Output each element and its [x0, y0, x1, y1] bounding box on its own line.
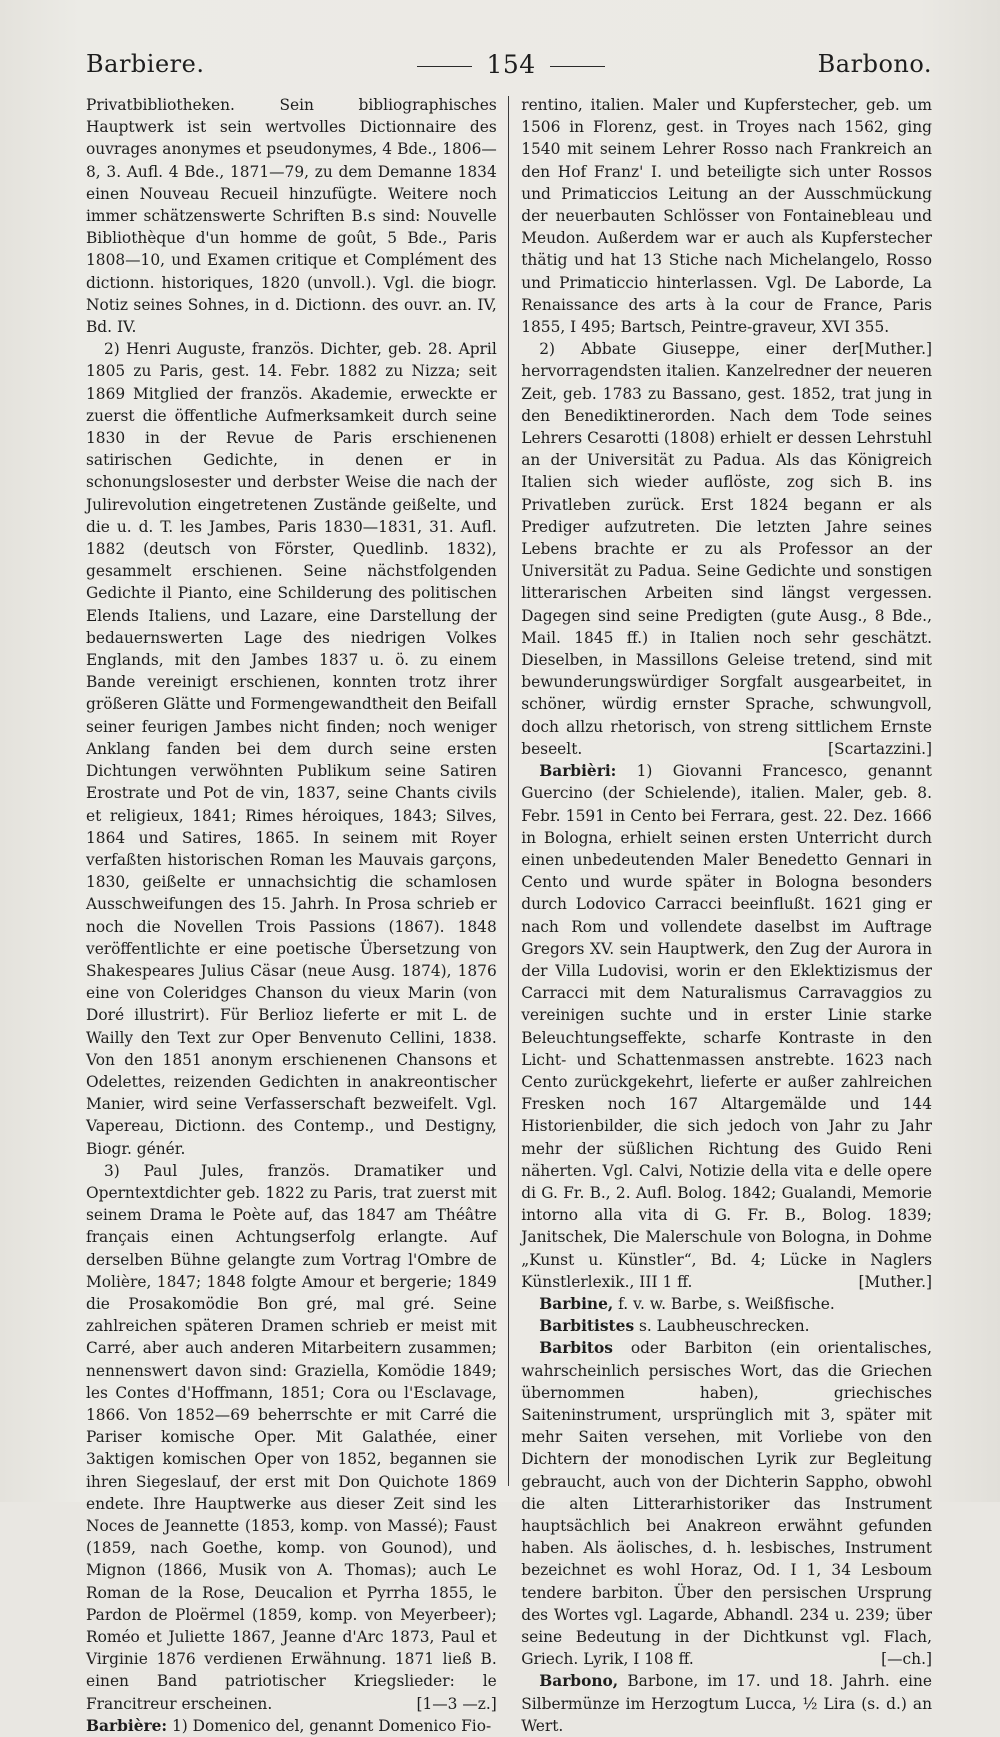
entry-paragraph: [521, 94, 932, 359]
paragraph-text: 1) Domenico del, genannt Domenico Fio-: [167, 1716, 492, 1735]
left-column: [86, 94, 508, 1737]
paragraph-text: 1) Giovanni Francesco, genannt Guercino (der Schielende), italien. Maler, geb. 8. Febr. 1591 in Cento bei Ferrara, gest. 22. Dez. 1666 in Bologna, erhielt seinen ersten Unterricht durch einen unbedeutenden Maler Benedetto Gennari in Cento und wurde später in Bologna besonders durch Lodovico Carracci beeinflußt. 1621 ging er nach Rom und vollendete daselbst im Auftrage Gregors XV. sein Hauptwerk, den Zug der Aurora in der Villa Ludovisi, worin er den Eklektizismus der Carracci mit dem Naturalismus Carravaggios zu vereinigen suchte und in erster Linie starke Beleuchtungseffekte, scharfe Kontraste in den Licht- und Schattenmassen anstrebte. 1623 nach Cento zurückgekehrt, lieferte er außer zahlreichen Fresken noch 167 Altargemälde und 144 Historienbilder, die sich jedoch von Jahr zu Jahr mehr der süßlichen Richtung des Guido Reni näherten. Vgl. Calvi, Notizie della vita e delle opere di G. Fr. B., 2. Aufl. Bolog. 1842; Gualandi, Memorie intorno alla vita di G. Fr. B., Bolog. 1839; Janitschek, Die Malerschule von Bologna, in Dohme „Kunst u. Künstler“, Bd. 4; Lücke in Naglers Künstlerlexik., III 1 ff.: [521, 762, 932, 1291]
paragraph-text: Barbone, im 17. und 18. Jahrh. eine Silbermünze im Herzogtum Lucca, ½ Lira (s. d.) an Wert.: [521, 1672, 932, 1735]
entry-headword: Barbine,: [539, 1294, 614, 1313]
entry-paragraph: [86, 1715, 497, 1737]
paragraph-text: oder Barbiton (ein orientalisches, wahrscheinlich persisches Wort, das die Griechen übernommen haben), griechisches Saiteninstrument, ursprünglich mit 3, später mit mehr Saiten versehen, mit Vorliebe von den Dichtern der monodischen Lyrik zur Begleitung gebraucht, auch von der Dichterin Sappho, obwohl die alten Litterarhistoriker das Instrument hauptsächlich bei Anakreon erwähnt gefunden haben. Als äolisches, d. h. lesbisches, Instrument bezeichnet es wohl Horaz, Od. I 1, 34 Lesboum tendere barbiton. Über den persischen Ursprung des Wortes vgl. Lagarde, Abhandl. 234 u. 239; über seine Bedeutung in der Dichtkunst vgl. Flach, Griech. Lyrik, I 108 ff.: [521, 1339, 932, 1669]
entry-paragraph: [521, 1315, 932, 1337]
author-signature: [—ch.]: [881, 1650, 932, 1669]
entry-headword: Barbono,: [539, 1672, 619, 1691]
paragraph-text: 3) Paul Jules, französ. Dramatiker und Operntextdichter geb. 1822 zu Paris, trat zuerst mit seinem Drama le Poète auf, das 1847 am Théâtre français einen Achtungserfolg erlangte. Auf derselben Bühne gelangte zum Vortrag l'Ombre de Molière, 1847; 1848 folgte Amour et bergerie; 1849 die Prosakomödie Bon gré, mal gré. Seine zahlreichen späteren Dramen schrieb er meist mit Carré, aber auch anderen Mitarbeitern zusammen; nennenswert davon sind: Graziella, Komödie 1849; les Contes d'Hoffmann, 1851; Cora ou l'Esclavage, 1866. Von 1852—69 beherrschte er mit Carré die Pariser komische Oper. Mit Galathée, einer 3aktigen komischen Oper von 1852, begannen sie ihren Siegeslauf, der erst mit Don Quichote 1869 endete. Ihre Hauptwerke aus dieser Zeit sind les Noces de Jeannette (1853, komp. von Massé); Faust (1859, nach Goethe, komp. von Gounod), und Mignon (1866, Musik von A. Thomas); auch Le Roman de la Rose, Deucalion et Pyrrha 1855, le Pardon de Ploërmel (1859, komp. von Meyerbeer); Roméo et Juliette 1867, Jeanne d'Arc 1873, Paul et Virginie 1876 verdienen Erwähnung. 1871 ließ B. einen Band patriotischer Kriegslieder: le Francitreur erscheinen.: [86, 1161, 497, 1713]
entry-headword: Barbitistes: [539, 1317, 635, 1336]
entry-paragraph: [521, 338, 932, 760]
author-signature: [Muther.]: [858, 340, 932, 359]
page-header: [86, 38, 932, 90]
entry-headword: Barbitos: [539, 1339, 613, 1358]
author-signature: [Scartazzini.]: [828, 739, 932, 758]
header-dash-right: [550, 66, 605, 67]
text-columns: [86, 94, 932, 1737]
running-head-right: Barbono.: [817, 50, 932, 78]
entry-paragraph: [86, 1160, 497, 1715]
page-number: 154: [486, 49, 536, 79]
entry-paragraph: [521, 1670, 932, 1737]
paragraph-text: 2) Henri Auguste, französ. Dichter, geb. 28. April 1805 zu Paris, gest. 14. Febr. 1882 zu Nizza; seit 1869 Mitglied der französ. Akademie, erweckte er zuerst die öffentliche Aufmerksamkeit durch seine 1830 in der Revue de Paris erschienenen satirischen Gedichte, in denen er in schonungslosester und derbster Weise die nach der Julirevolution eingetretenen Zustände geißelte, und die u. d. T. les Jambes, Paris 1830—1831, 31. Aufl. 1882 (deutsch von Förster, Quedlinb. 1832), gesammelt erschienen. Seine nächstfolgenden Gedichte il Pianto, eine Schilderung des politischen Elends Italiens, und Lazare, eine Darstellung der bedauernswerten Lage des niedrigen Volkes Englands, mit den Jambes 1837 u. ö. zu einem Bande vereinigt erschienen, konnten trotz ihrer größeren Glätte und Formengewandtheit den Beifall seiner feurigen Jambes nicht finden; noch weniger Anklang fanden bei dem durch seine ersten Dichtungen verwöhnten Publikum seine Satiren Erostrate und Pot de vin, 1837, seine Chants civils et religieux, 1841; Rimes héroiques, 1843; Silves, 1864 und Satires, 1865. In seinem mit Royer verfaßten historischen Roman les Mauvais garçons, 1830, geißelte er unnachsichtig die schamlosen Ausschweifungen des 15. Jahrh. In Prosa schrieb er noch die Novellen Trois Passions (1867). 1848 veröffentlichte er eine poetische Übersetzung von Shakespeares Julius Cäsar (neue Ausg. 1874), 1876 eine von Coleridges Chanson du vieux Marin (von Doré illustrirt). Für Berlioz lieferte er mit L. de Wailly den Text zur Oper Benvenuto Cellini, 1838. Von den 1851 anonym erschienenen Chansons et Odelettes, reizenden Gedichten in anakreontischer Manier, wird seine Verfasserschaft bezweifelt. Vgl. Vapereau, Dictionn. des Contemp., und Destigny, Biogr. génér.: [86, 340, 497, 1158]
entry-paragraph: [521, 1337, 932, 1670]
entry-paragraph: [521, 1293, 932, 1315]
right-column: [509, 94, 932, 1737]
paragraph-text: Privatbibliotheken. Sein bibliographisches Hauptwerk ist sein wertvolles Dictionnaire des ouvrages anonymes et pseudonymes, 4 Bde., 1806—8, 3. Aufl. 4 Bde., 1871—79, zu dem Demanne 1834 einen Nouveau Recueil hinzufügte. Weitere noch immer schätzenswerte Schriften B.s sind: Nouvelle Bibliothèque d'un homme de goût, 5 Bde., Paris 1808—10, und Examen critique et Complément des dictionn. historiques, 1820 (unvoll.). Vgl. die biogr. Notiz seines Sohnes, in d. Dictionn. des ouvr. an. IV, Bd. IV.: [86, 96, 497, 337]
paragraph-text: f. v. w. Barbe, s. Weißfische.: [613, 1294, 835, 1313]
paragraph-text: 2) Abbate Giuseppe, einer der hervorragendsten italien. Kanzelredner der neueren Zeit, geb. 1783 zu Bassano, gest. 1852, trat jung in den Benediktinerorden. Nach dem Tode seines Lehrers Cesarotti (1808) erhielt er dessen Lehrstuhl an der Universität zu Padua. Als das Königreich Italien sich wieder auflöste, zog sich B. ins Privatleben zurück. Erst 1824 begann er als Prediger aufzutreten. Die letzten Jahre seines Lebens brachte er zu als Professor an der Universität zu Padua. Seine Gedichte und sonstigen litterarischen Arbeiten sind längst vergessen. Dagegen sind seine Predigten (gute Ausg., 8 Bde., Mail. 1845 ff.) in Italien noch sehr geschätzt. Dieselben, in Massillons Geleise tretend, sind mit bewunderungswürdiger Sorgfalt ausgearbeitet, in schöner, würdig ernster Sprache, schwungvoll, doch allzu rhetorisch, von streng sittlichem Ernste beseelt.: [521, 340, 932, 758]
paragraph-text: rentino, italien. Maler und Kupferstecher, geb. um 1506 in Florenz, gest. in Troyes nach 1562, ging 1540 mit seinem Lehrer Rosso nach Frankreich an den Hof Franz' I. und beteiligte sich unter Rossos und Primaticcios Leitung an der Ausschmückung der neuerbauten Schlösser von Fontainebleau und Meudon. Außerdem war er auch als Kupferstecher thätig und hat 13 Stiche nach Michelangelo, Rosso und Primaticcio hinterlassen. Vgl. De Laborde, La Renaissance des arts à la cour de France, Paris 1855, I 495; Bartsch, Peintre-graveur, XVI 355.: [521, 96, 932, 337]
paragraph-text: s. Laubheuschrecken.: [634, 1317, 810, 1336]
entry-paragraph: [521, 760, 932, 1293]
entry-headword: Barbièri:: [539, 762, 617, 781]
header-dash-left: [417, 66, 472, 67]
entry-headword: Barbière:: [86, 1716, 168, 1735]
author-signature: [Muther.]: [858, 1272, 932, 1291]
entry-paragraph: [86, 338, 497, 1160]
running-head-left: Barbiere.: [86, 50, 205, 78]
author-signature: [1—3 —z.]: [416, 1694, 497, 1713]
entry-paragraph: [86, 94, 497, 338]
page-number-block: [403, 50, 618, 79]
